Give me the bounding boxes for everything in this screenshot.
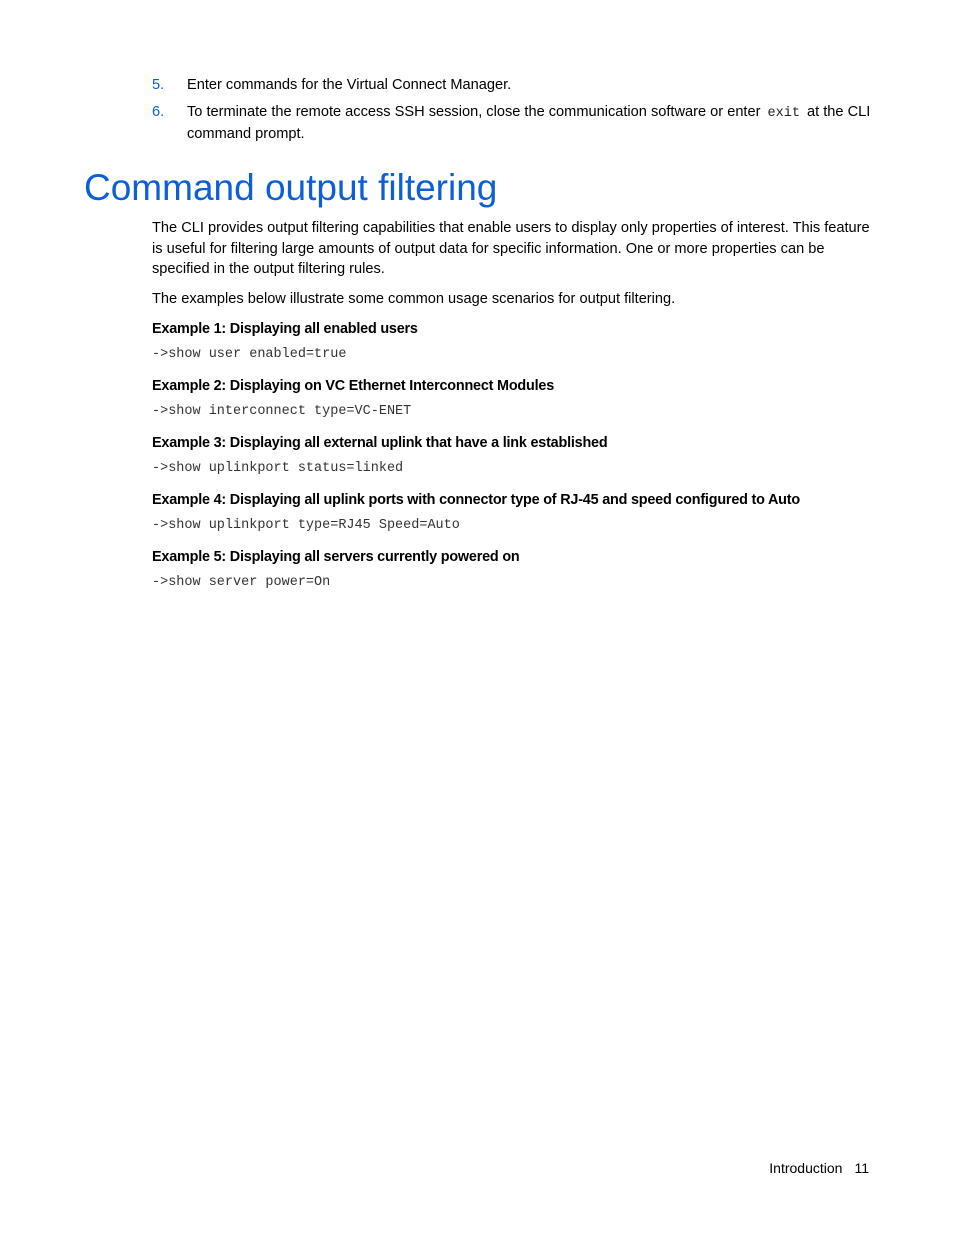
example-5: [152, 546, 872, 594]
section-content: [152, 218, 872, 603]
example-4: [152, 489, 872, 537]
page-footer: [769, 1158, 869, 1178]
footer-page-number: 11: [854, 1160, 869, 1176]
step-text: [187, 102, 872, 145]
step-text: Enter commands for the Virtual Connect Manager.: [187, 77, 512, 93]
footer-section-name: Introduction: [769, 1160, 843, 1176]
inline-code-exit: exit: [767, 106, 800, 121]
numbered-steps: [152, 75, 872, 151]
step-text-before: To terminate the remote access SSH session, close the communication software or enter: [187, 104, 761, 120]
example-command: ->show server power=On: [152, 575, 331, 590]
example-title: Example 4: Displaying all uplink ports with connector type of RJ-45 and speed configured to Auto: [152, 492, 800, 508]
section-heading: Command output filtering: [84, 167, 498, 208]
example-2: [152, 375, 872, 423]
example-title: Example 5: Displaying all servers currently powered on: [152, 549, 520, 565]
example-command: ->show interconnect type=VC-ENET: [152, 404, 412, 419]
example-1: [152, 318, 872, 366]
step-5: [152, 75, 872, 96]
example-title: Example 3: Displaying all external uplink that have a link established: [152, 435, 608, 451]
examples-intro-paragraph: The examples below illustrate some common usage scenarios for output filtering.: [152, 290, 676, 307]
intro-paragraph: The CLI provides output filtering capabilities that enable users to display only properties of interest. This feature is useful for filtering large amounts of output data for specific information. One or more properties can be specified in the output filtering rules.: [152, 220, 870, 277]
example-command: ->show uplinkport status=linked: [152, 461, 404, 476]
step-text-after: at the CLI command prompt.: [187, 104, 871, 142]
step-6: [152, 102, 872, 145]
example-title: Example 2: Displaying on VC Ethernet Interconnect Modules: [152, 378, 555, 394]
example-command: ->show user enabled=true: [152, 347, 347, 362]
example-title: Example 1: Displaying all enabled users: [152, 321, 418, 337]
step-number: 6.: [152, 104, 165, 120]
step-number: 5.: [152, 77, 165, 93]
example-command: ->show uplinkport type=RJ45 Speed=Auto: [152, 518, 460, 533]
example-3: [152, 432, 872, 480]
